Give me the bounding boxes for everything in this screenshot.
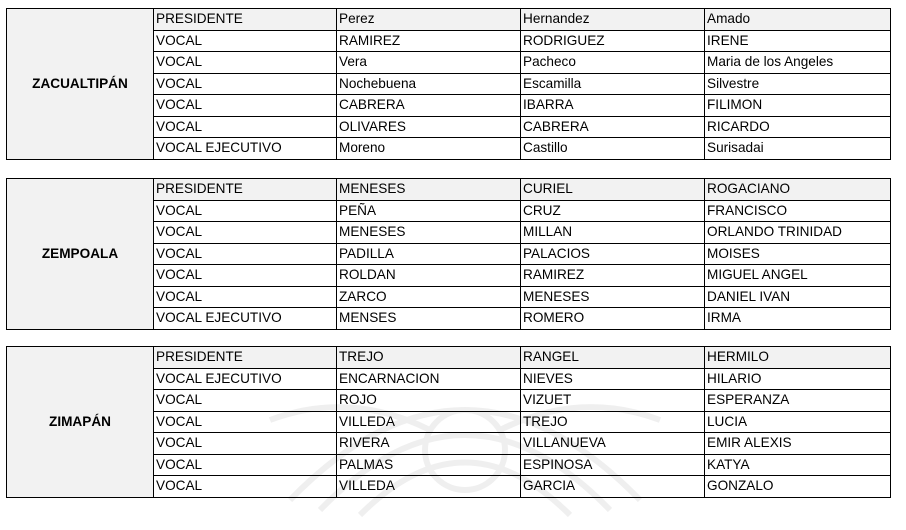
municipality-block-zimapan xyxy=(6,346,891,498)
given-name-cell: FILIMON xyxy=(705,95,891,117)
first-surname-cell: Nochebuena xyxy=(337,73,521,95)
role-cell: PRESIDENTE xyxy=(154,347,337,369)
first-surname-cell: Vera xyxy=(337,52,521,74)
role-cell: VOCAL EJECUTIVO xyxy=(154,368,337,390)
second-surname-cell: VIZUET xyxy=(521,390,705,412)
role-cell: VOCAL xyxy=(154,454,337,476)
municipality-name: ZIMAPÁN xyxy=(7,347,154,498)
role-cell: VOCAL xyxy=(154,243,337,265)
first-surname-cell: CABRERA xyxy=(337,95,521,117)
role-cell: VOCAL xyxy=(154,200,337,222)
first-surname-cell: ENCARNACION xyxy=(337,368,521,390)
given-name-cell: ROGACIANO xyxy=(705,179,891,201)
role-cell: VOCAL xyxy=(154,116,337,138)
second-surname-cell: ESPINOSA xyxy=(521,454,705,476)
role-cell: VOCAL xyxy=(154,265,337,287)
role-cell: VOCAL xyxy=(154,433,337,455)
given-name-cell: RICARDO xyxy=(705,116,891,138)
given-name-cell: Silvestre xyxy=(705,73,891,95)
given-name-cell: Amado xyxy=(705,9,891,31)
first-surname-cell: ROLDAN xyxy=(337,265,521,287)
role-cell: VOCAL xyxy=(154,222,337,244)
given-name-cell: LUCIA xyxy=(705,411,891,433)
first-surname-cell: MENSES xyxy=(337,308,521,330)
municipality-block-zempoala xyxy=(6,178,891,330)
given-name-cell: HILARIO xyxy=(705,368,891,390)
role-cell: VOCAL EJECUTIVO xyxy=(154,308,337,330)
second-surname-cell: ROMERO xyxy=(521,308,705,330)
role-cell: VOCAL xyxy=(154,30,337,52)
municipality-name: ZEMPOALA xyxy=(7,179,154,330)
second-surname-cell: Pacheco xyxy=(521,52,705,74)
municipality-block-zacualtipan xyxy=(6,8,891,160)
first-surname-cell: ZARCO xyxy=(337,286,521,308)
role-cell: PRESIDENTE xyxy=(154,179,337,201)
given-name-cell: HERMILO xyxy=(705,347,891,369)
given-name-cell: Maria de los Angeles xyxy=(705,52,891,74)
role-cell: PRESIDENTE xyxy=(154,9,337,31)
second-surname-cell: GARCIA xyxy=(521,476,705,498)
second-surname-cell: RODRIGUEZ xyxy=(521,30,705,52)
table-row xyxy=(7,179,891,201)
given-name-cell: MOISES xyxy=(705,243,891,265)
table-row xyxy=(7,9,891,31)
given-name-cell: ORLANDO TRINIDAD xyxy=(705,222,891,244)
second-surname-cell: Escamilla xyxy=(521,73,705,95)
given-name-cell: Surisadai xyxy=(705,138,891,160)
role-cell: VOCAL xyxy=(154,476,337,498)
first-surname-cell: PEÑA xyxy=(337,200,521,222)
first-surname-cell: MENESES xyxy=(337,179,521,201)
role-cell: VOCAL xyxy=(154,95,337,117)
second-surname-cell: MILLAN xyxy=(521,222,705,244)
first-surname-cell: VILLEDA xyxy=(337,476,521,498)
given-name-cell: KATYA xyxy=(705,454,891,476)
role-cell: VOCAL xyxy=(154,411,337,433)
second-surname-cell: NIEVES xyxy=(521,368,705,390)
second-surname-cell: PALACIOS xyxy=(521,243,705,265)
first-surname-cell: Moreno xyxy=(337,138,521,160)
second-surname-cell: VILLANUEVA xyxy=(521,433,705,455)
first-surname-cell: Perez xyxy=(337,9,521,31)
given-name-cell: DANIEL IVAN xyxy=(705,286,891,308)
second-surname-cell: CABRERA xyxy=(521,116,705,138)
second-surname-cell: IBARRA xyxy=(521,95,705,117)
first-surname-cell: RAMIREZ xyxy=(337,30,521,52)
first-surname-cell: VILLEDA xyxy=(337,411,521,433)
first-surname-cell: TREJO xyxy=(337,347,521,369)
second-surname-cell: MENESES xyxy=(521,286,705,308)
second-surname-cell: TREJO xyxy=(521,411,705,433)
second-surname-cell: RANGEL xyxy=(521,347,705,369)
first-surname-cell: PADILLA xyxy=(337,243,521,265)
first-surname-cell: ROJO xyxy=(337,390,521,412)
given-name-cell: FRANCISCO xyxy=(705,200,891,222)
given-name-cell: MIGUEL ANGEL xyxy=(705,265,891,287)
role-cell: VOCAL xyxy=(154,73,337,95)
table-row xyxy=(7,347,891,369)
given-name-cell: IRMA xyxy=(705,308,891,330)
second-surname-cell: CURIEL xyxy=(521,179,705,201)
first-surname-cell: PALMAS xyxy=(337,454,521,476)
role-cell: VOCAL xyxy=(154,390,337,412)
first-surname-cell: MENESES xyxy=(337,222,521,244)
second-surname-cell: Castillo xyxy=(521,138,705,160)
role-cell: VOCAL xyxy=(154,52,337,74)
given-name-cell: GONZALO xyxy=(705,476,891,498)
role-cell: VOCAL EJECUTIVO xyxy=(154,138,337,160)
given-name-cell: EMIR ALEXIS xyxy=(705,433,891,455)
municipality-name: ZACUALTIPÁN xyxy=(7,9,154,160)
second-surname-cell: RAMIREZ xyxy=(521,265,705,287)
given-name-cell: ESPERANZA xyxy=(705,390,891,412)
first-surname-cell: OLIVARES xyxy=(337,116,521,138)
second-surname-cell: Hernandez xyxy=(521,9,705,31)
role-cell: VOCAL xyxy=(154,286,337,308)
second-surname-cell: CRUZ xyxy=(521,200,705,222)
given-name-cell: IRENE xyxy=(705,30,891,52)
first-surname-cell: RIVERA xyxy=(337,433,521,455)
